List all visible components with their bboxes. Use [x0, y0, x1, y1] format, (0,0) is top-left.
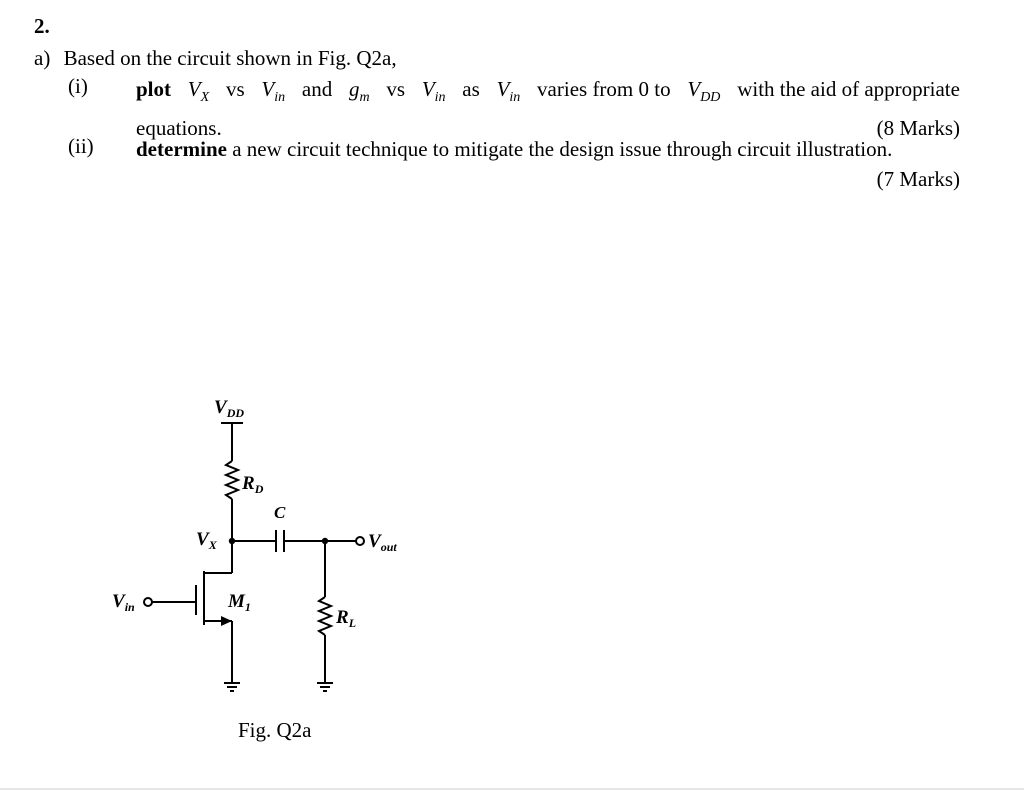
symbol-vdd: $V_{DD}$ — [687, 77, 721, 106]
figure-caption: Fig. Q2a — [238, 718, 312, 742]
circuit-diagram — [100, 385, 440, 695]
verb-plot: plot — [136, 77, 172, 101]
vout-node-dot — [322, 538, 328, 544]
word-as: as — [462, 77, 480, 101]
label-m1: $M_1$ — [228, 591, 251, 614]
label-vdd: $V_{DD}$ — [214, 397, 245, 420]
word-vs-1: vs — [225, 77, 245, 101]
marks-ii: (7 Marks) — [876, 167, 960, 191]
vout-terminal — [356, 537, 364, 545]
subquestion-ii-line1 — [136, 134, 960, 164]
part-text: Based on the circuit shown in Fig. Q2a, — [63, 46, 397, 70]
part-label: a) — [34, 46, 51, 70]
vx-node-dot — [229, 538, 235, 544]
symbol-gm: $g_m$ — [348, 77, 370, 106]
subquestion-ii-body: a new circuit technique to mitigate the design issue through circuit illustration. — [232, 137, 893, 161]
label-vx: $V_X$ — [196, 529, 217, 552]
symbol-vin-2: $V_{in}$ — [421, 77, 446, 106]
word-equations: equations. — [136, 116, 222, 141]
symbol-vin-3: $V_{in}$ — [496, 77, 521, 106]
label-rd: $R_D$ — [242, 473, 264, 496]
subquestion-i-label: (i) — [68, 74, 88, 98]
word-varies: varies from 0 to — [537, 77, 671, 101]
label-vout: $V_{out}$ — [368, 531, 397, 554]
rl-resistor — [319, 597, 331, 635]
symbol-vx: $V_X$ — [187, 77, 210, 106]
label-vin: $V_{in}$ — [112, 591, 135, 614]
question-number: 2. — [34, 14, 50, 38]
question-part-a — [34, 46, 397, 71]
label-rl: $R_L$ — [336, 607, 357, 630]
word-vs-2: vs — [386, 77, 406, 101]
page-bottom-edge — [0, 788, 1024, 790]
subquestion-ii-label: (ii) — [68, 134, 94, 158]
source-arrow — [221, 616, 232, 626]
symbol-vin-1: $V_{in}$ — [261, 77, 286, 106]
subquestion-i-line1 — [136, 74, 960, 113]
subquestion-i-text — [136, 74, 960, 143]
verb-determine: determine — [136, 137, 227, 161]
marks-i: (8 Marks) — [876, 116, 960, 141]
subquestion-ii-text — [136, 134, 960, 194]
word-tail: with the aid of appropriate — [737, 77, 960, 101]
circuit-figure — [100, 385, 440, 695]
vin-terminal — [144, 598, 152, 606]
rd-resistor — [226, 461, 238, 499]
label-c: C — [274, 503, 286, 522]
word-and: and — [301, 77, 333, 101]
